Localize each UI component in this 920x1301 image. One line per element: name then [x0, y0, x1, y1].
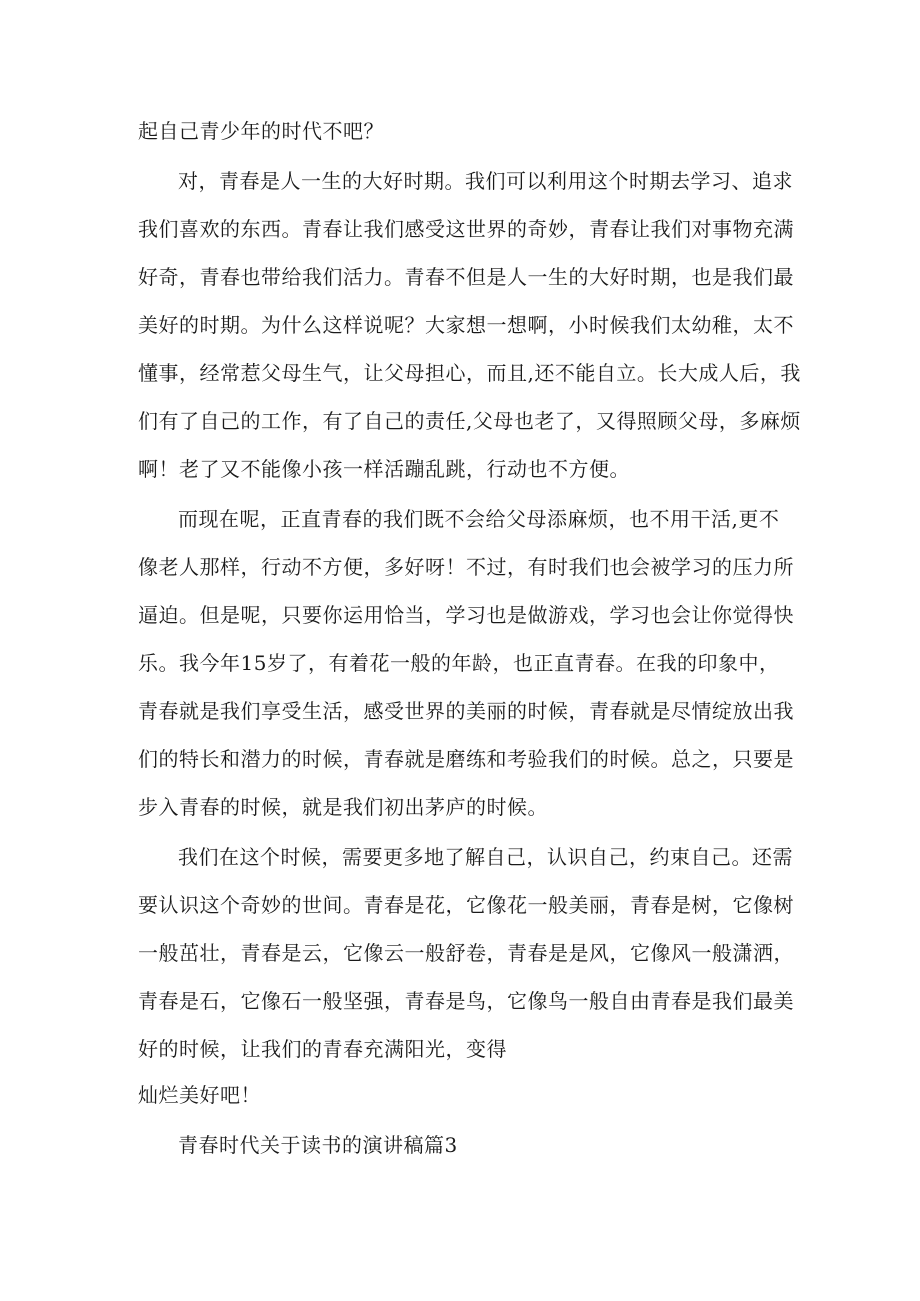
- text-line: 步入青春的时候，就是我们初出茅庐的时候。: [138, 795, 548, 819]
- text-line: 啊！老了又不能像小孩一样活蹦乱跳，行动也不方便。: [138, 457, 630, 481]
- text-line: 起自己青少年的时代不吧？: [138, 119, 384, 143]
- paragraph-start-line: 而现在呢，正直青春的我们既不会给父母添麻烦，也不用干活,更不: [178, 507, 780, 531]
- text-line: 要认识这个奇妙的世间。青春是花，它像花一般美丽，青春是树，它像树: [138, 893, 794, 917]
- paragraph-start-line: 对，青春是人一生的大好时期。我们可以利用这个时期去学习、追求: [178, 169, 793, 193]
- text-line: 懂事，经常惹父母生气，让父母担心，而且,还不能自立。长大成人后，我: [138, 361, 801, 385]
- text-line: 乐。我今年15岁了，有着花一般的年龄，也正直青春。在我的印象中，: [138, 651, 780, 675]
- paragraph-start-line: 我们在这个时候，需要更多地了解自己，认识自己，约束自己。还需: [178, 845, 793, 869]
- text-line: 一般茁壮，青春是云，它像云一般舒卷，青春是是风，它像风一般潇洒，: [138, 941, 794, 965]
- text-line: 我们喜欢的东西。青春让我们感受这世界的奇妙，青春让我们对事物充满: [138, 217, 794, 241]
- text-line: 灿烂美好吧！: [138, 1083, 261, 1107]
- text-line: 逼迫。但是呢，只要你运用恰当，学习也是做游戏，学习也会让你觉得快: [138, 603, 794, 627]
- text-line: 青春是石，它像石一般坚强，青春是鸟，它像鸟一般自由青春是我们最美: [138, 989, 794, 1013]
- section-heading: 青春时代关于读书的演讲稿篇3: [178, 1133, 458, 1157]
- text-line: 青春就是我们享受生活，感受世界的美丽的时候，青春就是尽情绽放出我: [138, 699, 794, 723]
- text-line: 美好的时期。为什么这样说呢？大家想一想啊，小时候我们太幼稚，太不: [138, 313, 794, 337]
- text-line: 好奇，青春也带给我们活力。青春不但是人一生的大好时期，也是我们最: [138, 265, 794, 289]
- text-line: 好的时候，让我们的青春充满阳光，变得: [138, 1037, 507, 1061]
- text-line: 像老人那样，行动不方便，多好呀！不过，有时我们也会被学习的压力所: [138, 555, 794, 579]
- text-line: 们有了自己的工作，有了自己的责任,父母也老了，又得照顾父母，多麻烦: [138, 409, 801, 433]
- text-line: 们的特长和潜力的时候，青春就是磨练和考验我们的时候。总之，只要是: [138, 747, 794, 771]
